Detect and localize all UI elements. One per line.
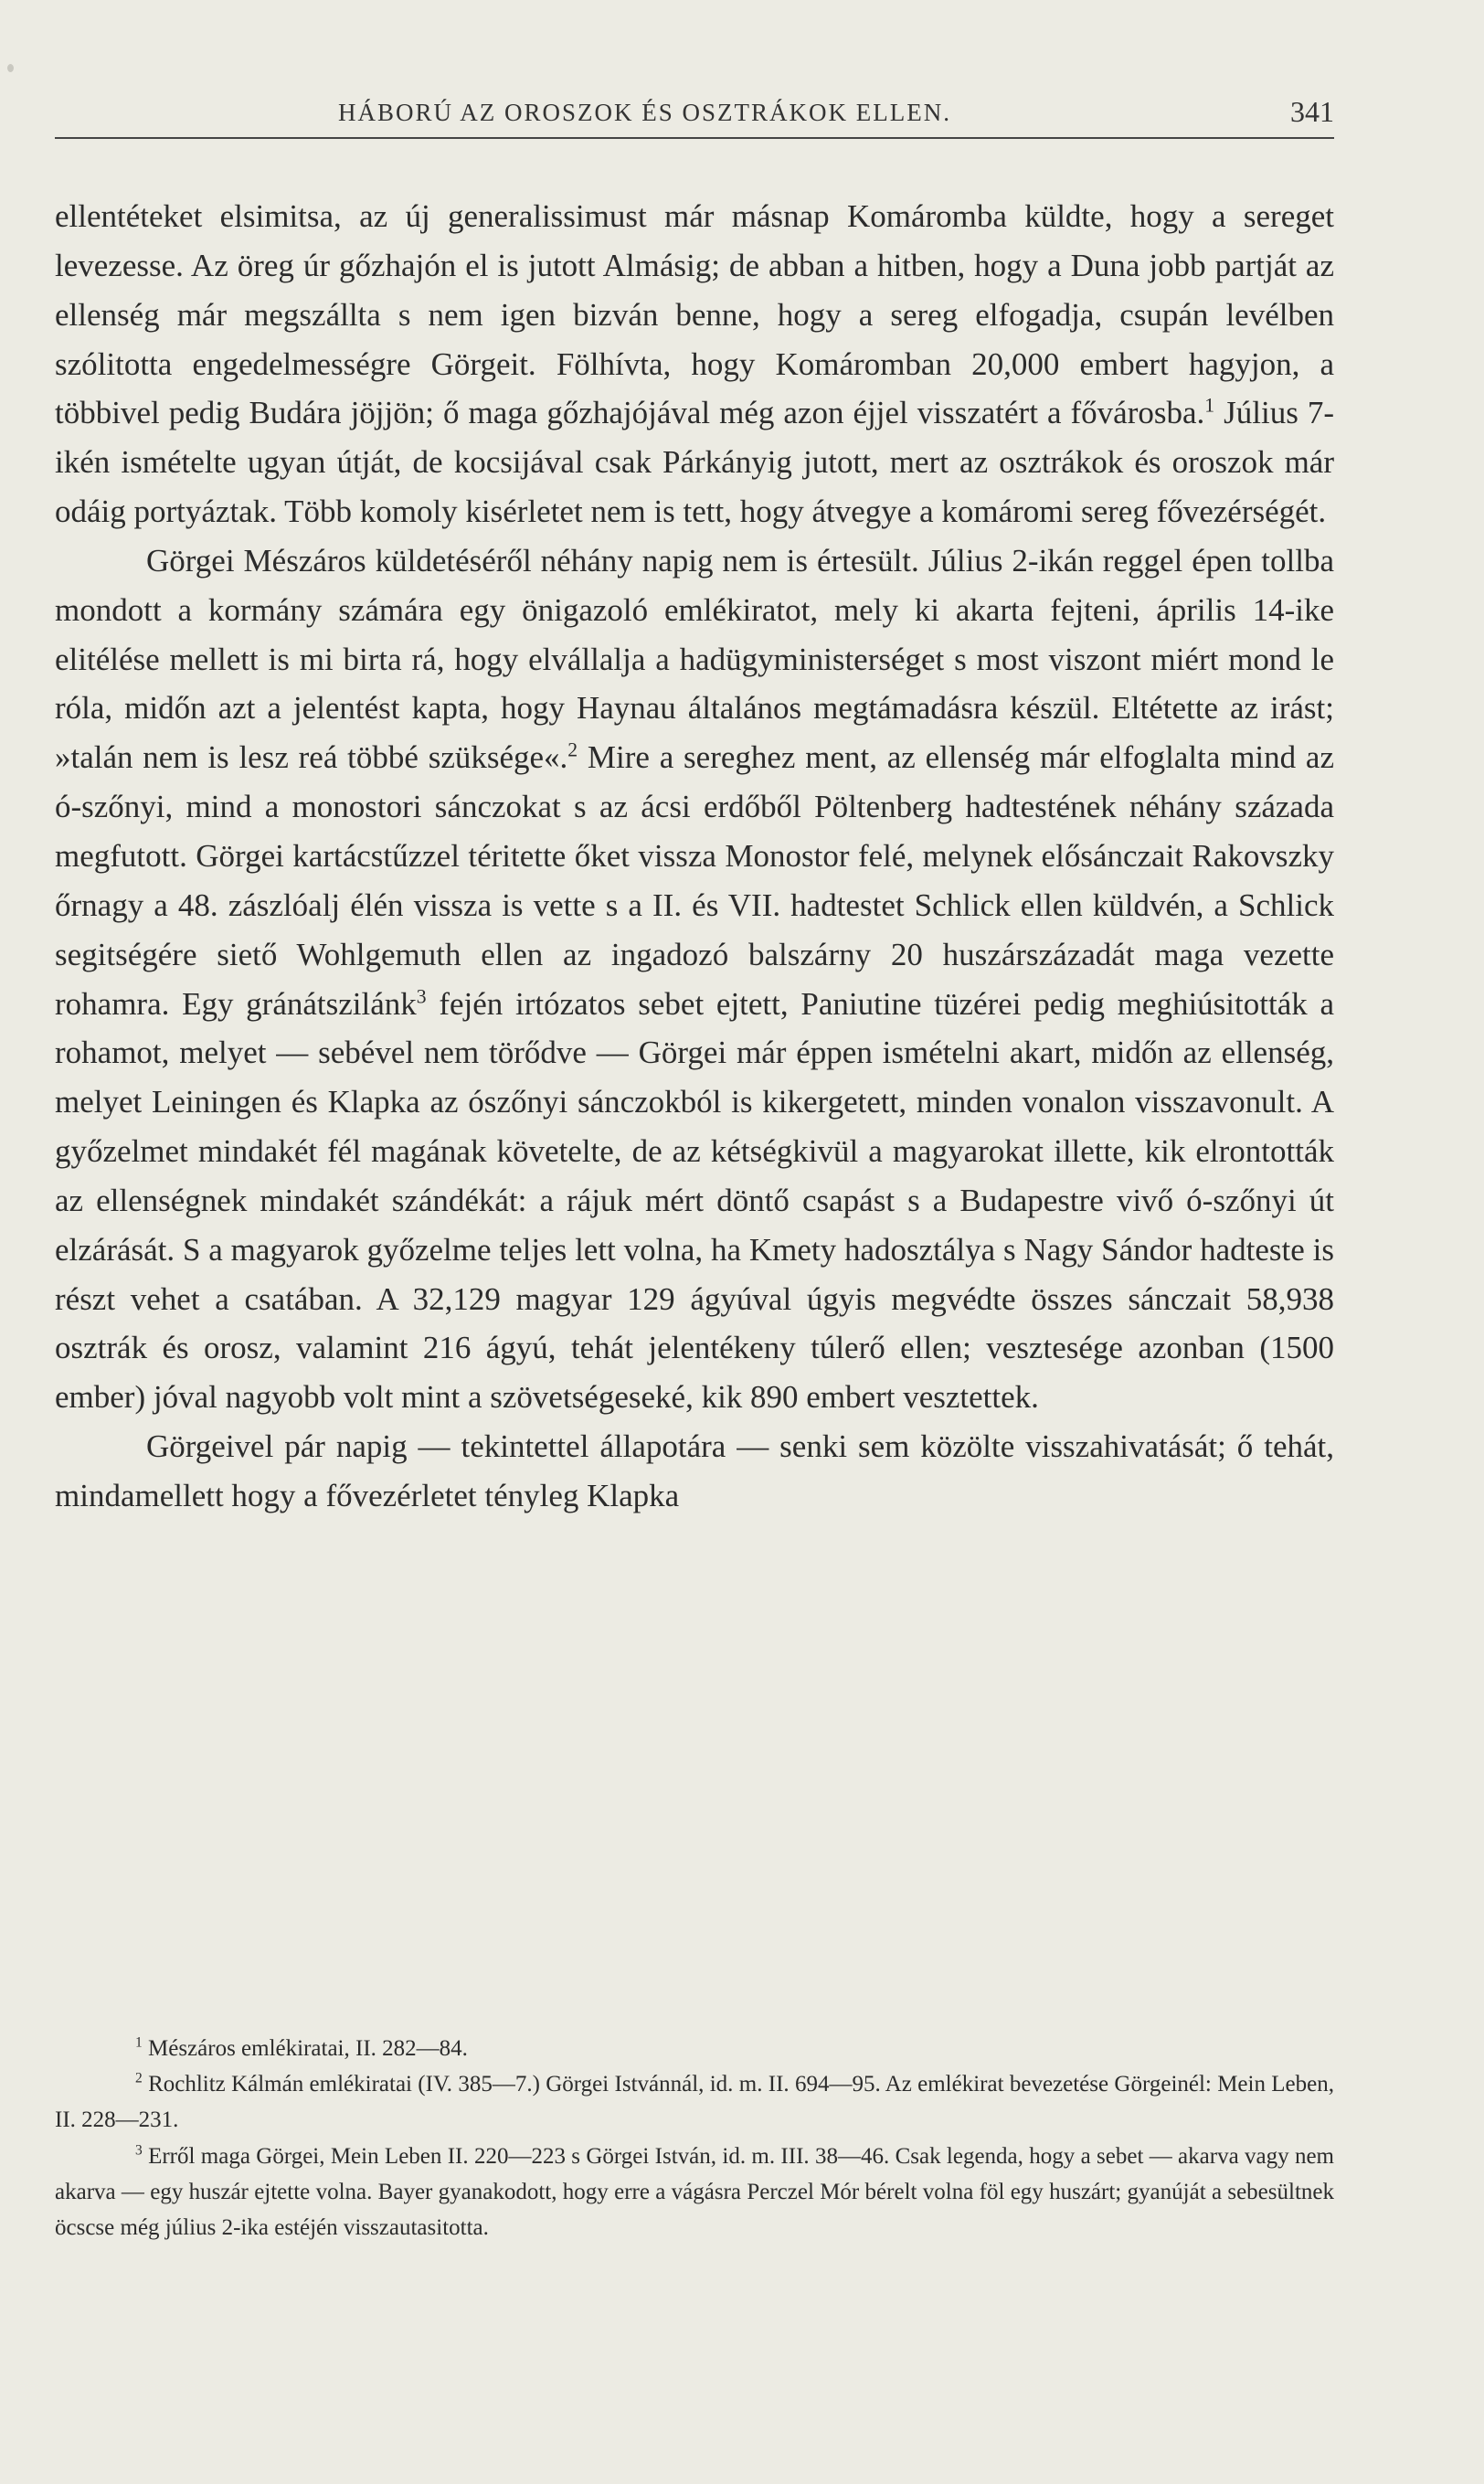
paragraph-text: Görgei Mészáros küldetéséről néhány napig nem is értesült. Július 2-ikán reggel épen tollba mondott a kormány számára egy önigazoló emlékiratot, mely ki akarta fejteni, április 14-ike elitélése mellett is mi birta rá, hogy elvállalja a hadügyministerséget s most viszont miért mond le róla, midőn azt a jelentést kapta, hogy Haynau általános megtámadásra készül. Eltétette az irást; »talán nem is lesz reá többé szüksége«. xyxy=(55,542,1334,776)
paper-speck xyxy=(7,64,14,72)
footnote-text: Mészáros emlékiratai, II. 282—84. xyxy=(142,2036,468,2061)
footnote-mark: 1 xyxy=(135,2034,143,2051)
footnote-mark: 2 xyxy=(135,2070,143,2086)
footnote-text: Erről maga Görgei, Mein Leben II. 220—223 s Görgei István, id. m. III. 38—46. Csak legenda, hogy a sebet — akarva vagy nem akarva — egy huszár ejtette volna. Bayer gyanakodott, hogy erre a vágásra Perczel Mór bérelt volna föl egy huszárt; gyanúját a sebesültnek öcscse még július 2-ika estéjén visszautasitotta. xyxy=(55,2143,1334,2241)
footnote-ref: 2 xyxy=(567,738,578,761)
footnotes xyxy=(55,2031,1334,2245)
paragraph-text: Mire a sereghez ment, az ellenség már elfoglalta mind az ó-szőnyi, mind a monostori sánczokat s az ácsi erdőből Pöltenberg hadtestének néhány százada megfutott. Görgei kartácstűzzel téritette őket vissza Monostor felé, melynek elősánczait Rakovszky őrnagy a 48. zászlóalj élén vissza is vette s a II. és VII. hadtestet Schlick ellen küldvén, a Schlick segitségére siető Wohlgemuth ellen az ingadozó balszárny 20 huszárszázadát maga vezette rohamra. Egy gránátszilánk xyxy=(55,739,1334,1022)
paragraph-1 xyxy=(55,192,1334,536)
footnote-text: Rochlitz Kálmán emlékiratai (IV. 385—7.) Görgei Istvánnál, id. m. II. 694—95. Az emlékirat bevezetése Görgeinél: Mein Leben, II. 228—231. xyxy=(55,2072,1334,2133)
paragraph-text: Július 7-ikén ismételte ugyan útját, de kocsijával csak Párkányig jutott, mert az osztrákok és oroszok már odáig portyáztak. Több komoly kisérletet nem is tett, hogy átvegye a komáromi sereg fővezérségét. xyxy=(55,395,1334,530)
footnote-ref: 1 xyxy=(1204,394,1215,417)
footnote-1 xyxy=(55,2031,1334,2066)
paragraph-3 xyxy=(55,1422,1334,1521)
page-number: 341 xyxy=(1290,95,1334,128)
footnote-mark: 3 xyxy=(135,2142,143,2159)
footnote-2 xyxy=(55,2066,1334,2138)
footnote-ref: 3 xyxy=(416,984,427,1007)
paragraph-text: ellentéteket elsimitsa, az új generalissimust már másnap Komáromba küldte, hogy a sereget levezesse. Az öreg úr gőzhajón el is jutott Almásig; de abban a hitben, hogy a Duna jobb partját az ellenség már megszállta s nem igen bizván benne, hogy a sereg elfogadja, csupán levélben szólitotta engedelmességre Görgeit. Fölhívta, hogy Komáromban 20,000 embert hagyjon, a többivel pedig Budára jöjjön; ő maga gőzhajójával még azon éjjel visszatért a fővárosba. xyxy=(55,198,1334,431)
paragraph-text: Görgeivel pár napig — tekintettel állapotára — senki sem közölte visszahivatását; ő tehát, mindamellett hogy a fővezérletet tényleg Klapka xyxy=(55,1428,1334,1513)
paragraph-2 xyxy=(55,536,1334,1422)
footnote-3 xyxy=(55,2139,1334,2246)
running-title: HÁBORÚ AZ OROSZOK ÉS OSZTRÁKOK ELLEN. xyxy=(338,99,952,126)
page-header xyxy=(55,91,1334,139)
paragraph-text: fején irtózatos sebet ejtett, Paniutine tüzérei pedig meghiúsitották a rohamot, melyet — sebével nem törődve — Görgei már éppen ismételni akart, midőn az ellenség, melyet Leiningen és Klapka az ószőnyi sánczokból is kikergetett, minden vonalon visszavonult. A győzelmet mindakét fél magának követelte, de az kétségkivül a magyarokat illette, kik elrontották az ellenségnek mindakét szándékát: a rájuk mért döntő csapást s a Budapestre vivő ó-szőnyi út elzárását. S a magyarok győzelme teljes lett volna, ha Kmety hadosztálya s Nagy Sándor hadteste is részt vehet a csatában. A 32,129 magyar 129 ágyúval úgyis megvédte összes sánczait 58,938 osztrák és orosz, valamint 216 ágyú, tehát jelentékeny túlerő ellen; vesztesége azonban (1500 ember) jóval nagyobb volt mint a szövetségeseké, kik 890 embert vesztettek. xyxy=(55,985,1334,1416)
body-text xyxy=(55,192,1334,1521)
